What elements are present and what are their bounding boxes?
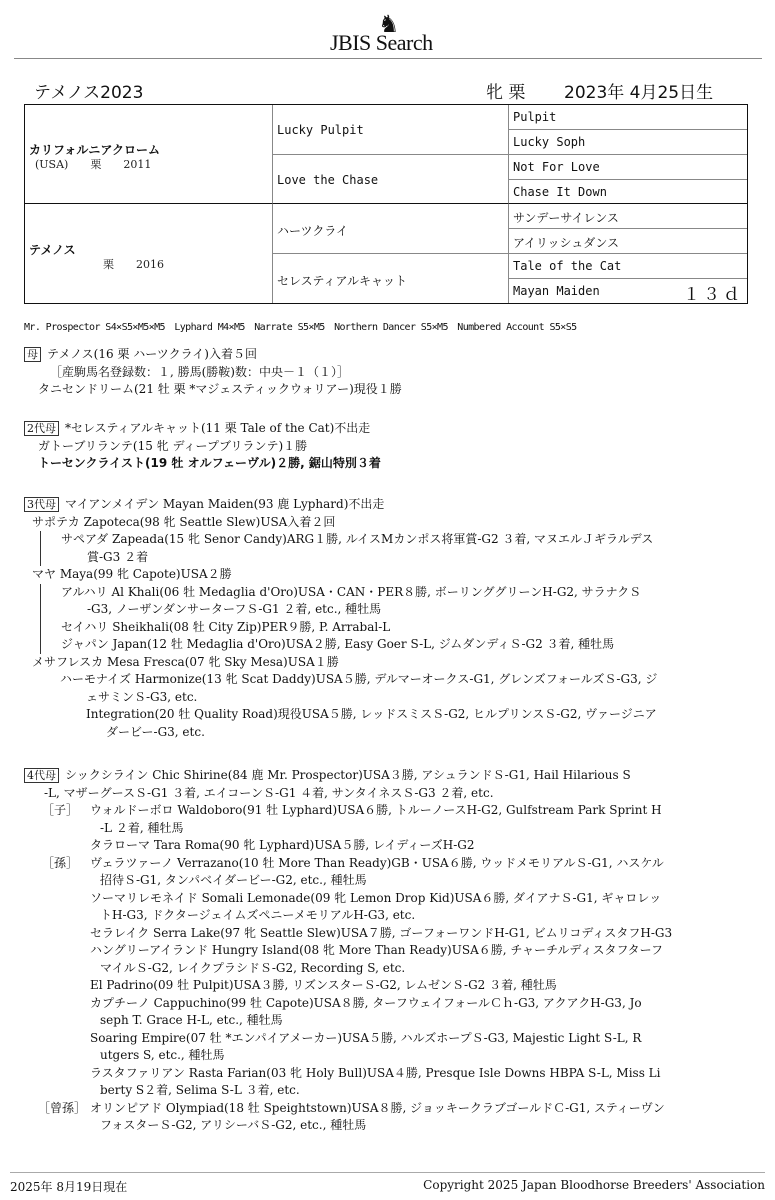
logo-text: JBIS Search [330,30,433,55]
family-line: マヤ Maya(99 牝 Capote)USA２勝 [32,567,232,581]
sire-info: (USA) 栗 2011 [35,158,152,171]
g3-cell [509,180,747,204]
family-line: ガトーブリランテ(15 牝 ディープブリランテ)１勝 [38,438,308,453]
g3-cell [509,229,747,254]
family-line: アルハリ Al Khali(06 牡 Medaglia d'Oro)USA・CAN・PER８勝, ボーリンググリーンH-G2, サラナクＳ [40,584,739,602]
horse-name: テメノス2023 [34,83,144,103]
horse-jockey-icon: ♞ [378,10,400,38]
family-line: -L, マザーグースＳ-G1 ３着, エイコーンＳ-G1 ４着, サンタイネスＳ-G3 ２着, etc. [44,785,494,800]
family-line: ェサミンＳ-G3, etc. [86,689,198,704]
family-line: セラレイク Serra Lake(97 牝 Seattle Slew)USA７勝, ゴーフォーワンドH-G1, ビムリコディスタフH-G3 [90,925,673,940]
sire-dam-name: Love the Chase [277,173,379,187]
family-line: Integration(20 牡 Quality Road)現役USA５勝, レッドスミスＳ-G2, ヒルプリンスＳ-G2, ヴァージニア [86,707,657,721]
family-line: utgers S, etc., 種牡馬 [100,1048,225,1062]
family-line: ソーマリレモネイド Somali Lemonade(09 牝 Lemon Drop Kid)USA６勝, ダイアナＳ-G1, ギャロレッ [90,890,662,905]
family-line: -L ２着, 種牡馬 [100,820,184,835]
dam-dam-cell [273,254,509,303]
g3-ancestor: アイリッシュダンス [513,236,619,250]
inbreeding-line: Mr. Prospector S4×S5×M5×M5 Lyphard M4×M5 Narrate S5×M5 Northern Dancer S5×M5 Numbered Account S5×S5 [24,322,577,333]
fourth-dam-section [24,767,739,1135]
g3-cell [509,204,747,229]
pedigree-table [24,104,748,304]
header-divider [14,58,762,59]
g3-ancestor: サンデーサイレンス [513,211,619,225]
sire-sire-cell [273,105,509,155]
dam-sire-cell [273,204,509,254]
g3-cell [509,130,747,155]
generation-label: ［曾孫］ [38,1100,87,1115]
family-line: ハングリーアイランド Hungry Island(08 牝 More Than Ready)USA６勝, チャーチルディスタフターフ [90,943,664,957]
section-tag: 母 [24,347,41,362]
g3-ancestor: Tale of the Cat [513,259,622,273]
family-line: ハーモナイズ Harmonize(13 牝 Scat Daddy)USA５勝, デルマーオークス-G1, グレンズフォールズＳ-G3, ジ [60,672,658,686]
g3-cell [509,105,747,130]
sire-dam-cell [273,155,509,204]
g3-ancestor: Chase It Down [513,185,607,199]
g3-ancestor: Mayan Maiden [513,284,600,298]
family-row [24,802,739,820]
family-line: ジャパン Japan(12 牡 Medaglia d'Oro)USA２勝, Easy Goer S-L, ジムダンディＳ-G2 ３着, 種牡馬 [40,636,739,654]
family-line: テメノス(16 栗 ハーツクライ)入着５回 [47,347,257,361]
family-line: セイハリ Sheikhali(08 牡 City Zip)PER９勝, P. Arrabal-L [40,619,739,637]
third-dam-section [24,496,739,741]
dam-sire-name: ハーツクライ [277,224,349,238]
family-line: トーセンクライスト(19 牡 オルフェーヴル)２勝, 鋸山特別３着 [38,456,381,470]
generation-label: ［子］ [42,803,79,817]
dosage-index: １３ｄ [683,285,743,305]
family-line: フォスターＳ-G2, アリシーバＳ-G2, etc., 種牡馬 [100,1118,367,1132]
section-tag: 4代母 [24,768,59,783]
family-line: *セレスティアルキャット(11 栗 Tale of the Cat)不出走 [65,421,371,435]
family-line: マイアンメイデン Mayan Maiden(93 鹿 Lyphard)不出走 [65,497,385,511]
family-line: マイルＳ-G2, レイクプラシドＳ-G2, Recording S, etc. [100,960,406,975]
g3-cell [509,254,747,279]
family-line: ラスタファリアン Rasta Farian(03 牝 Holy Bull)USA４勝, Presque Isle Downs HBPA S-L, Miss Li [90,1065,661,1080]
horse-sex-color: 牝 栗 [486,83,526,103]
dam-dam-name: セレスティアルキャット [277,274,407,288]
family-line: シックシライン Chic Shirine(84 鹿 Mr. Prospector)USA３勝, アシュランドＳ-G1, Hail Hilarious S [65,768,631,782]
second-dam-section [24,420,739,473]
family-line: Soaring Empire(07 牡 *エンパイアメーカー)USA５勝, ハルズホープＳ-G3, Majestic Light S-L, R [90,1030,642,1045]
section-tag: 3代母 [24,497,59,512]
family-line: メサフレスカ Mesa Fresca(07 牝 Sky Mesa)USA１勝 [32,654,339,669]
family-line: -G3, ノーザンダンサーターフＳ-G1 ２着, etc., 種牡馬 [40,601,739,619]
family-line: オリンピアド Olympiad(18 牡 Speightstown)USA８勝, ジョッキークラブゴールドＣ-G1, スティーヴン [90,1100,665,1115]
g3-cell [509,155,747,180]
family-line: トH-G3, ドクタージェイムズペニーメモリアルH-G3, etc. [100,908,416,922]
family-line: berty S２着, Selima S-L ３着, etc. [100,1083,300,1097]
sire-name: カリフォルニアクローム [29,143,161,157]
g3-ancestor: Pulpit [513,110,557,124]
copyright: Copyright 2025 Japan Bloodhorse Breeders' Association [423,1178,765,1192]
family-line: タニセンドリーム(21 牡 栗 *マジェスティックウォリアー)現役１勝 [38,382,402,396]
as-of-date: 2025年 8月19日現在 [10,1180,128,1194]
jbis-logo[interactable] [330,8,460,54]
family-line: 賞-G3 ２着 [40,549,739,567]
g3-ancestor: Not For Love [513,160,600,174]
g3-ancestor: Lucky Soph [513,135,586,149]
family-line: ダービー-G3, etc. [106,724,205,739]
dam-info: 栗 2016 [103,258,164,271]
family-row [24,855,739,873]
horse-title-row [34,78,734,102]
sire-cell [25,105,273,204]
sire-sire-name: Lucky Pulpit [277,123,364,137]
section-tag: 2代母 [24,421,59,436]
family-line: seph T. Grace H-L, etc., 種牡馬 [100,1013,283,1027]
family-line: 招待Ｓ-G1, タンパベイダービー-G2, etc., 種牡馬 [100,873,367,887]
family-line: サポテカ Zapoteca(98 牝 Seattle Slew)USA入着２回 [32,514,336,529]
horse-birthdate: 2023年 4月25日生 [564,83,714,103]
footer-divider [10,1172,765,1173]
generation-label: ［孫］ [42,855,79,870]
family-line: サペアダ Zapeada(15 牝 Senor Candy)ARG１勝, ルイスMカンポス将軍賞-G2 ３着, マヌエルＪギラルデス [40,531,739,549]
family-line: ウォルドーボロ Waldoboro(91 牡 Lyphard)USA６勝, トルーノースH-G2, Gulfstream Park Sprint H [90,803,662,817]
dam-name: テメノス [29,243,76,257]
g3-cell [509,279,747,303]
dam-cell [25,204,273,303]
family-row [24,1100,739,1118]
family-line: カプチーノ Cappuchino(99 牡 Capote)USA８勝, ターフウェイフォールＣｈ-G3, アクアクH-G3, Jo [90,995,642,1010]
family-line: ヴェラツァーノ Verrazano(10 牡 More Than Ready)GB・USA６勝, ウッドメモリアルＳ-G1, ハスケル [90,855,664,870]
dam-section [24,346,739,399]
family-line: タラローマ Tara Roma(90 牝 Lyphard)USA５勝, レイディーズH-G2 [90,838,475,852]
family-line: ［産駒馬名登録数：１, 勝馬(勝鞍)数：中央－１（１）］ [50,364,349,379]
family-line: El Padrino(09 牡 Pulpit)USA３勝, リズンスターＳ-G2, レムゼンＳ-G2 ３着, 種牡馬 [90,978,557,992]
